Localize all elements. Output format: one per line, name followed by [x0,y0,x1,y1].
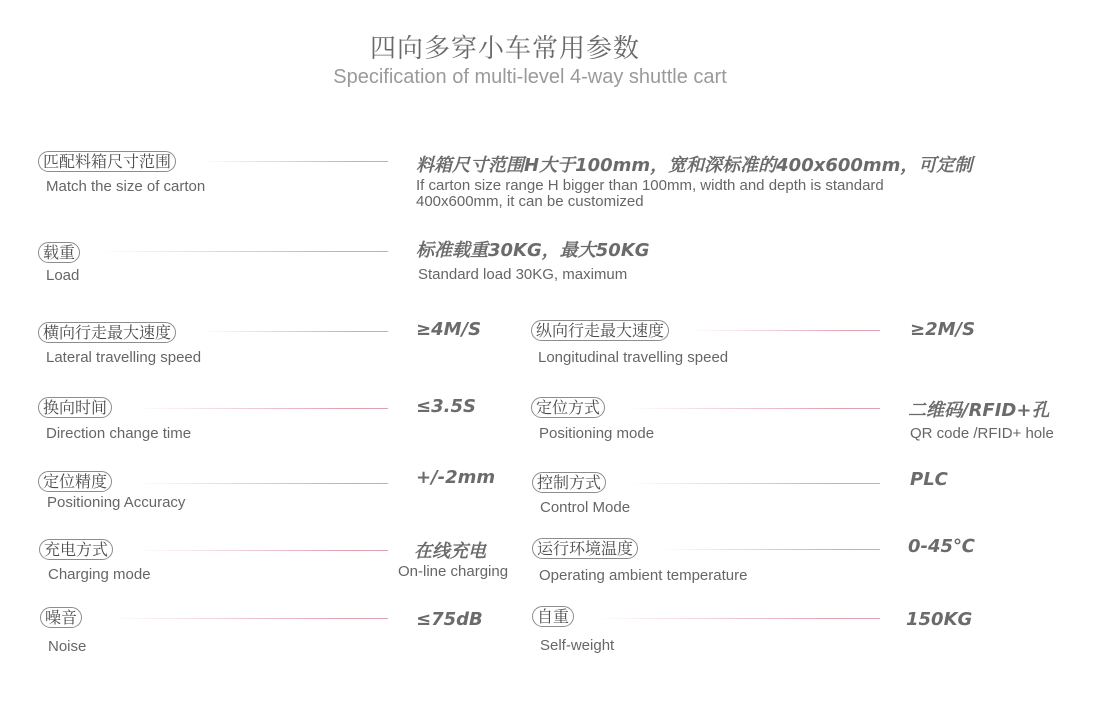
load-value: 标准载重30KG，最大50KG [416,240,650,261]
charging-divider [135,550,388,551]
charging-label-en: Charging mode [48,566,151,583]
accuracy-value: +/-2mm [416,467,496,488]
charging-value-en: On-line charging [398,563,509,580]
carton-value-en: If carton size range H bigger than 100mm, width and depth is standard 400x600mm, it can be customized [416,177,884,210]
charging-label: 充电方式 [39,539,113,560]
noise-label-en: Noise [48,638,87,655]
positioning-mode-divider [625,408,880,409]
carton-divider [200,161,388,162]
ambient-temp-divider [660,549,880,550]
self-weight-divider [595,618,880,619]
control-mode-label-en: Control Mode [540,499,631,516]
direction-time-label: 换向时间 [38,397,112,418]
direction-time-value: ≤3.5S [416,396,476,417]
load-label-en: Load [46,267,80,284]
accuracy-label: 定位精度 [38,471,112,492]
load-divider [100,251,388,252]
positioning-mode-value: 二维码/RFID+孔 [908,400,1050,421]
ambient-temp-label-en: Operating ambient temperature [539,567,748,584]
ambient-temp-value: 0-45℃ [908,536,975,557]
direction-time-label-en: Direction change time [46,425,192,442]
lateral-speed-label: 横向行走最大速度 [38,322,176,343]
page-title-en: Specification of multi-level 4-way shuttle cart [333,66,727,88]
longitudinal-speed-divider [690,330,880,331]
positioning-mode-value-en: QR code /RFID+ hole [910,425,1054,442]
charging-value: 在线充电 [414,541,486,562]
accuracy-label-en: Positioning Accuracy [47,494,186,511]
control-mode-divider [625,483,880,484]
noise-value: ≤75dB [416,609,483,630]
noise-divider [110,618,388,619]
self-weight-label: 自重 [532,606,574,627]
lateral-speed-divider [200,331,388,332]
longitudinal-speed-value: ≥2M/S [910,319,976,340]
carton-label-en: Match the size of carton [46,178,206,195]
longitudinal-speed-label-en: Longitudinal travelling speed [538,349,729,366]
ambient-temp-label: 运行环境温度 [532,538,638,559]
lateral-speed-value: ≥4M/S [416,319,482,340]
load-label: 载重 [38,242,80,263]
lateral-speed-label-en: Lateral travelling speed [46,349,202,366]
carton-value: 料箱尺寸范围H大于100mm，宽和深标准的400x600mm，可定制 [416,155,973,176]
noise-label: 噪音 [40,607,82,628]
direction-time-divider [135,408,388,409]
longitudinal-speed-label: 纵向行走最大速度 [531,320,669,341]
control-mode-value: PLC [910,469,948,490]
carton-label: 匹配料箱尺寸范围 [38,151,176,172]
self-weight-value: 150KG [906,609,973,630]
positioning-mode-label-en: Positioning mode [539,425,655,442]
accuracy-divider [135,483,388,484]
self-weight-label-en: Self-weight [540,637,615,654]
load-value-en: Standard load 30KG, maximum [418,266,628,283]
control-mode-label: 控制方式 [532,472,606,493]
positioning-mode-label: 定位方式 [531,397,605,418]
page-title-cn: 四向多穿小车常用参数 [369,34,640,64]
